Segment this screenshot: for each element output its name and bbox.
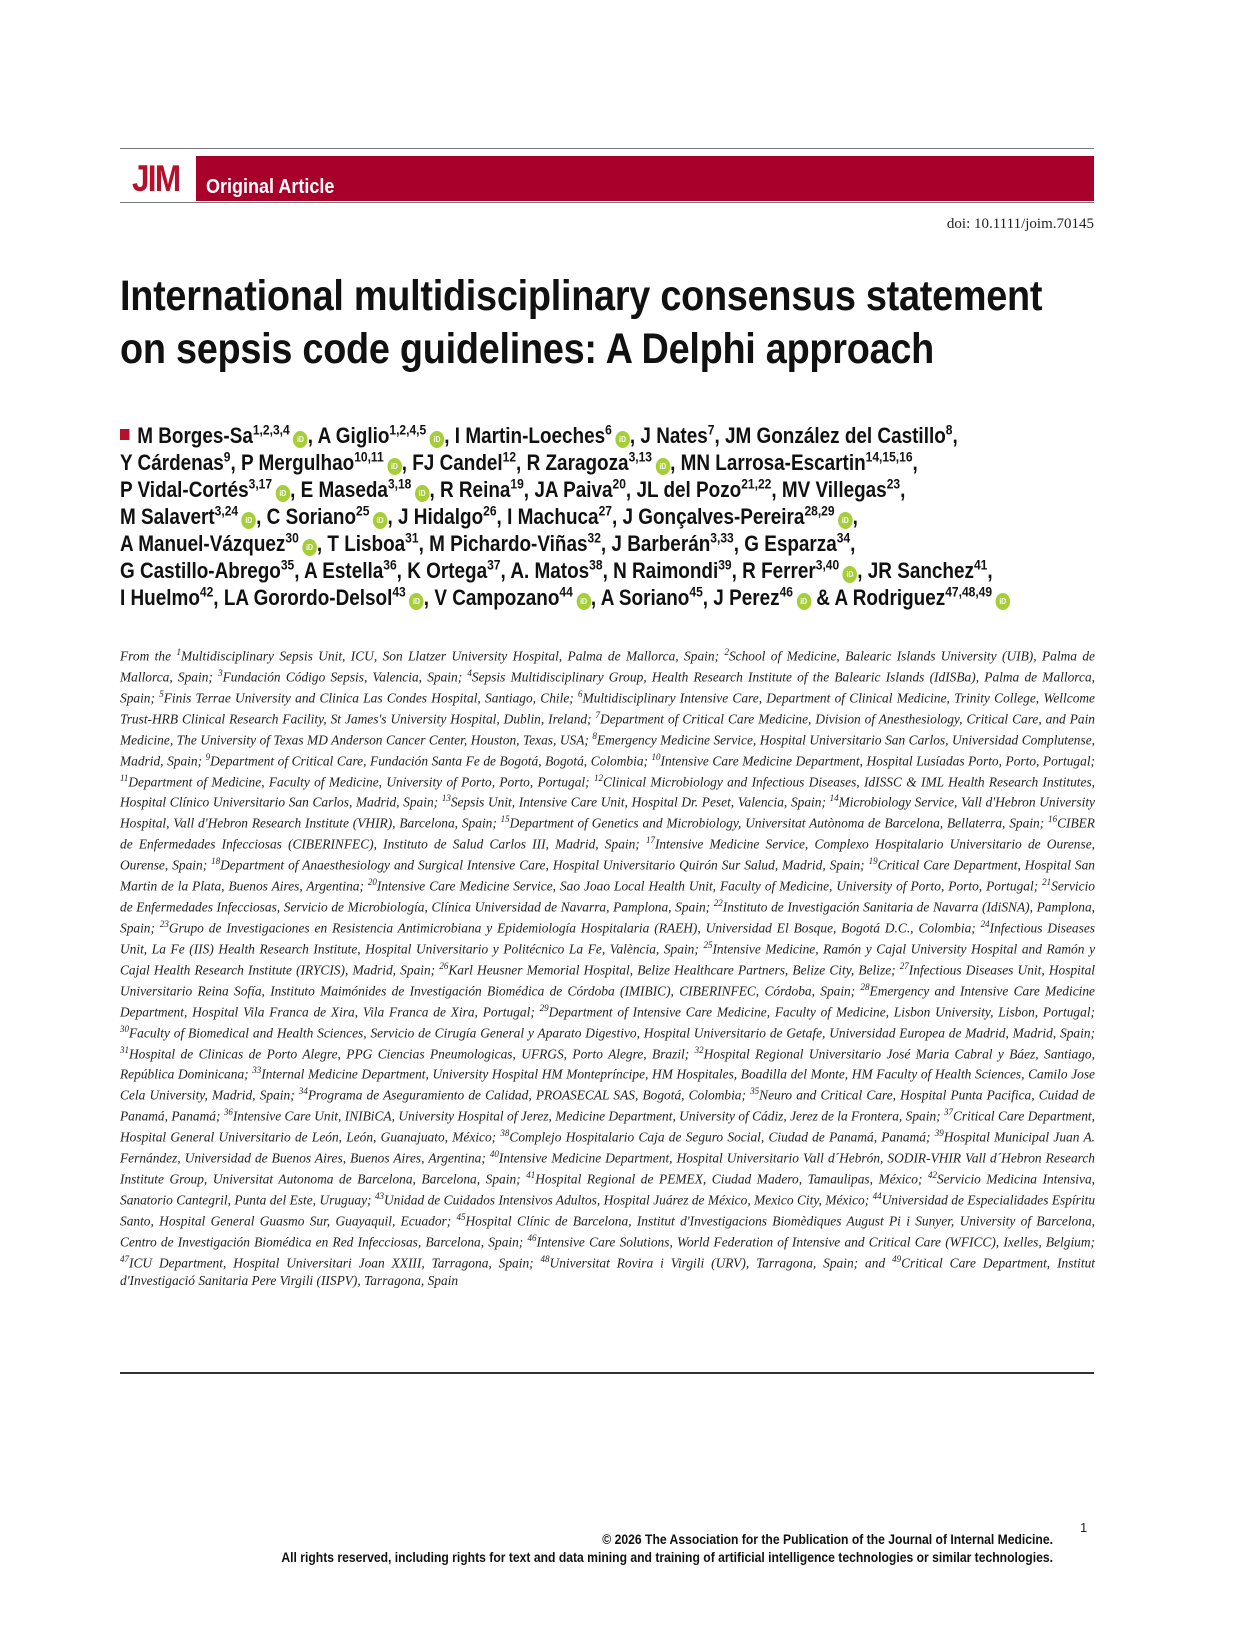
author-name: R Reina bbox=[439, 477, 511, 502]
author-separator: , bbox=[256, 504, 267, 529]
author-separator: , bbox=[213, 585, 224, 610]
affiliation-number: 26 bbox=[439, 960, 449, 971]
author-affiliation-ref: 3,33 bbox=[710, 529, 734, 546]
affiliation-number: 30 bbox=[120, 1023, 129, 1034]
author-separator: , bbox=[401, 450, 413, 475]
author-separator: , bbox=[670, 450, 681, 475]
author-name: A Rodriguez bbox=[834, 585, 946, 610]
author-separator: , bbox=[230, 450, 241, 475]
author-affiliation-ref: 35 bbox=[280, 556, 295, 573]
affiliation-text: Sepsis Unit, Intensive Care Unit, Hospital Dr. Peset, Valencia, Spain; bbox=[450, 794, 830, 810]
author-separator: , bbox=[602, 558, 614, 583]
author-separator: & bbox=[811, 585, 835, 610]
author-affiliation-ref: 23 bbox=[886, 475, 901, 492]
author-affiliation-ref: 1,2,4,5 bbox=[389, 421, 427, 438]
author-separator: , bbox=[387, 504, 399, 529]
affiliation-text: Sepsis Multidisciplinary Group, Health Research Institute of the Balearic Islands (IdISBa), Palma de Mallorca, Spain; bbox=[120, 669, 1095, 706]
section-divider bbox=[120, 1372, 1094, 1374]
author-affiliation-ref: 1,2,3,4 bbox=[252, 421, 290, 438]
copyright-line-2: All rights reserved, including rights for text and data mining and training of artificial intelligence technologies or similar technologies. bbox=[281, 1550, 1053, 1565]
author-separator: , bbox=[852, 504, 858, 529]
author-affiliation-ref: 47,48,49 bbox=[945, 583, 993, 600]
orcid-icon[interactable]: iD bbox=[843, 566, 858, 583]
affiliation-text: Servicio Medicina Intensiva, Sanatorio Cantegril, Punta del Este, Uruguay; bbox=[120, 1171, 1095, 1208]
author-name: LA Gorordo-Delsol bbox=[223, 585, 393, 610]
author-name: N Raimondi bbox=[613, 558, 719, 583]
affiliation-text: Intensive Medicine, Ramón y Cajal University Hospital and Ramón y Cajal Health Research Institute (IRYCIS), Madrid, Spain; bbox=[120, 941, 1096, 978]
affiliation-number: 37 bbox=[943, 1107, 953, 1118]
affiliation-text: CIBER de Enfermedades Infecciosas (CIBERINFEC), Instituto de Salud Carlos III, Madrid, Spain; bbox=[120, 815, 1095, 852]
affiliation-text: Hospital Clínic de Barcelona, Institut d'Investigacions Biomèdiques August Pi i Sunyer, University of Barcelona, Centro de Investigación Biomédica en Red Infecciosas, Barcelona, Spain; bbox=[120, 1213, 1095, 1250]
author-separator: , bbox=[987, 558, 993, 583]
affiliation-number: 16 bbox=[1048, 814, 1058, 825]
author-name: I Huelmo bbox=[120, 585, 200, 610]
author-affiliation-ref: 10,11 bbox=[354, 448, 384, 465]
author-affiliation-ref: 42 bbox=[199, 583, 214, 600]
author-separator: , bbox=[912, 450, 918, 475]
author-affiliation-ref: 9 bbox=[223, 448, 231, 465]
author-affiliation-ref: 32 bbox=[587, 529, 601, 546]
affiliation-number: 5 bbox=[159, 688, 164, 699]
author-name: A Soriano bbox=[600, 585, 690, 610]
affiliation-text: Infectious Diseases Unit, Hospital Universitario Reina Sofía, Instituto Maimónides de Investigación Biomédica de Córdoba (IMIBIC), CIBERINFEC, Córdoba, Spain; bbox=[120, 962, 1095, 999]
author-separator: , bbox=[590, 585, 601, 610]
author-affiliation-ref: 43 bbox=[392, 583, 406, 600]
affiliation-number: 4 bbox=[467, 667, 472, 678]
header-bottom-rule bbox=[120, 202, 1094, 203]
author-separator: , bbox=[731, 558, 743, 583]
affiliation-text: Intensive Care Unit, INIBiCA, University Hospital of Jerez, Medicine Department, University of Cádiz, Jerez de la Frontera, Spain; bbox=[232, 1108, 944, 1124]
author-name: J Barberán bbox=[611, 531, 711, 556]
author-name: T Lisboa bbox=[327, 531, 406, 556]
author-separator: , bbox=[396, 558, 408, 583]
author-name: MN Larrosa-Escartin bbox=[680, 450, 866, 475]
author-name: FJ Candel bbox=[412, 450, 503, 475]
author-separator: , bbox=[850, 531, 856, 556]
author-separator: , bbox=[714, 423, 725, 448]
affiliation-number: 7 bbox=[595, 709, 601, 720]
author-name: C Soriano bbox=[266, 504, 357, 529]
author-name: JA Paiva bbox=[534, 477, 613, 502]
author-separator: , bbox=[290, 477, 301, 502]
affiliation-number: 24 bbox=[980, 918, 990, 929]
author-affiliation-ref: 19 bbox=[510, 475, 524, 492]
author-affiliation-ref: 45 bbox=[689, 583, 703, 600]
author-affiliation-ref: 44 bbox=[559, 583, 573, 600]
author-name: P Mergulhao bbox=[240, 450, 355, 475]
affiliation-number: 11 bbox=[120, 772, 129, 783]
affiliation-number: 25 bbox=[703, 939, 713, 950]
affiliation-text: Intensive Medicine Department, Hospital Universitario Vall d´Hebrón, SODIR-VHIR Vall d´Hebron Research Institute Group, Universitat Autonoma de Barcelona, Barcelona, Spain; bbox=[120, 1150, 1095, 1187]
affiliation-text: Department of Medicine, Faculty of Medicine, University of Porto, Porto, Portugal; bbox=[128, 774, 594, 789]
affiliation-number: 14 bbox=[829, 793, 839, 804]
affiliation-text: Department of Genetics and Microbiology, Universitat Autònoma de Barcelona, Bellaterra, Spain; bbox=[509, 815, 1049, 831]
affiliation-number: 31 bbox=[120, 1044, 129, 1055]
author-affiliation-ref: 3,13 bbox=[628, 448, 653, 465]
author-name: J Gonçalves-Pereira bbox=[622, 504, 805, 529]
author-affiliation-ref: 25 bbox=[356, 502, 370, 519]
author-separator: , bbox=[600, 531, 612, 556]
author-separator: , bbox=[611, 504, 623, 529]
affiliation-number: 43 bbox=[374, 1190, 384, 1201]
affiliation-text: Neuro and Critical Care, Hospital Punta Pacifica, Cuidad de Panamá, Panamá; bbox=[120, 1087, 1095, 1124]
affiliation-number: 36 bbox=[223, 1107, 233, 1118]
affiliation-text: Emergency and Intensive Care Medicine Department, Hospital Vila Franca de Xira, Vila Franca de Xira, Portugal; bbox=[120, 983, 1095, 1020]
affiliation-text: Department of Critical Care Medicine, Division of Anesthesiology, Critical Care, and Pain Medicine, The University of Texas MD Anderson Cancer Center, Houston, Texas, USA; bbox=[120, 711, 1096, 748]
author-separator: , bbox=[771, 477, 782, 502]
affiliations-block bbox=[120, 644, 1095, 1289]
author-separator: , bbox=[523, 477, 535, 502]
author-separator: , bbox=[629, 423, 641, 448]
author-name: J Perez bbox=[713, 585, 780, 610]
affiliation-text: Hospital Regional de PEMEX, Ciudad Madero, Tamaulipas, México; bbox=[535, 1171, 928, 1187]
affiliation-number: 47 bbox=[120, 1253, 129, 1264]
author-name: G Esparza bbox=[744, 531, 837, 556]
affiliation-text: Karl Heusner Memorial Hospital, Belize Healthcare Partners, Belize City, Belize; bbox=[448, 962, 900, 978]
author-affiliation-ref: 14,15,16 bbox=[865, 448, 913, 465]
author-name: G Castillo-Abrego bbox=[120, 558, 281, 583]
orcid-icon[interactable]: iD bbox=[838, 512, 853, 529]
affiliation-number: 10 bbox=[651, 751, 661, 762]
affiliation-number: 13 bbox=[441, 793, 451, 804]
affiliation-number: 1 bbox=[176, 647, 181, 657]
affiliation-text: Intensive Care Solutions, World Federation of Intensive and Critical Care (WFICC), Ixelles, Belgium; bbox=[536, 1234, 1095, 1250]
affiliations-intro: From the bbox=[120, 648, 177, 664]
affiliation-text: Faculty of Biomedical and Health Sciences, Servicio de Cirugía General y Aparato Digestivo, Hospital Universitario de Getafe, Universidad Europea de Madrid, Madrid, Spain; bbox=[129, 1025, 1095, 1041]
affiliation-text: Critical Care Department, Hospital San Martin de la Plata, Buenos Aires, Argentina; bbox=[120, 857, 1095, 894]
title-line-2: on sepsis code guidelines: A Delphi approach bbox=[120, 325, 935, 373]
orcid-icon[interactable]: iD bbox=[796, 593, 811, 610]
author-separator: , bbox=[316, 531, 328, 556]
author-name: JM González del Castillo bbox=[724, 423, 946, 448]
affiliation-number: 6 bbox=[578, 688, 583, 699]
affiliation-number: 46 bbox=[527, 1232, 537, 1243]
affiliation-text: Internal Medicine Department, University Hospital HM Montepríncipe, HM Hospitales, Boadilla del Monte, HM Faculty of Health Sciences, Camilo Jose Cela University, Madrid, Spain; bbox=[120, 1066, 1095, 1103]
header-top-rule bbox=[120, 148, 1094, 149]
author-affiliation-ref: 20 bbox=[612, 475, 626, 492]
author-name: E Maseda bbox=[300, 477, 388, 502]
author-name: P Vidal-Cortés bbox=[120, 477, 249, 502]
affiliation-text: Intensive Care Medicine Department, Hospital Lusíadas Porto, Porto, Portugal; bbox=[660, 753, 1095, 769]
author-separator: , bbox=[429, 477, 440, 502]
affiliation-text: Intensive Care Medicine Service, Sao Joao Local Health Unit, Faculty of Medicine, University of Porto, Porto, Portugal; bbox=[376, 878, 1043, 894]
affiliation-text: Fundación Código Sepsis, Valencia, Spain; bbox=[222, 669, 468, 685]
affiliation-number: 12 bbox=[593, 772, 603, 783]
orcid-icon[interactable]: iD bbox=[576, 593, 591, 610]
affiliation-text: Finis Terrae University and Clinica Las Condes Hospital, Santiago, Chile; bbox=[163, 690, 579, 706]
affiliation-number: 39 bbox=[934, 1128, 944, 1139]
author-affiliation-ref: 3,24 bbox=[214, 502, 239, 519]
affiliation-number: 22 bbox=[713, 898, 723, 909]
orcid-icon[interactable]: iD bbox=[293, 431, 308, 448]
author-name: MV Villegas bbox=[781, 477, 887, 502]
affiliation-text: Universidad de Especialidades Espíritu Santo, Hospital General Guasmo Sur, Guayaquil, Ecuador; bbox=[120, 1192, 1096, 1229]
affiliation-text: Department of Anaesthesiology and Surgical Intensive Care, Hospital Universitario Quirón Sur Salud, Madrid, Spain; bbox=[220, 857, 869, 873]
author-separator: , bbox=[516, 450, 527, 475]
affiliation-text: Complejo Hospitalario Caja de Seguro Social, Ciudad de Panamá, Panamá; bbox=[509, 1129, 935, 1145]
author-affiliation-ref: 38 bbox=[589, 556, 603, 573]
affiliation-text: Microbiology Service, Vall d'Hebron University Hospital, Vall d'Hebron Research Institute (VHIR), Barcelona, Spain; bbox=[120, 794, 1095, 831]
affiliation-number: 3 bbox=[218, 667, 223, 678]
author-separator: , bbox=[418, 531, 430, 556]
affiliation-text: ICU Department, Hospital Universitari Joan XXIII, Tarragona, Spain; bbox=[129, 1255, 541, 1271]
author-separator: , bbox=[423, 585, 435, 610]
affiliation-text: Intensive Medicine Service, Complexo Hospitalario Universitario de Ourense, Ourense, Spain; bbox=[120, 836, 1095, 873]
affiliation-text: Hospital Municipal Juan A. Fernández, Universidad de Buenos Aires, Buenos Aires, Argentina; bbox=[120, 1129, 1095, 1166]
affiliation-number: 35 bbox=[750, 1086, 760, 1097]
article-title bbox=[120, 270, 1088, 376]
journal-logo: JIM bbox=[132, 158, 180, 199]
affiliation-number: 23 bbox=[159, 918, 169, 929]
orcid-icon[interactable]: iD bbox=[302, 539, 317, 556]
affiliation-number: 33 bbox=[252, 1065, 262, 1076]
affiliation-text: Programa de Aseguramiento de Calidad, PROASECAL SAS, Bogotá, Colombia; bbox=[307, 1087, 751, 1103]
affiliation-number: 15 bbox=[500, 814, 510, 825]
author-affiliation-ref: 41 bbox=[973, 556, 988, 573]
author-separator: , bbox=[294, 558, 305, 583]
title-line-1: International multidisciplinary consensus statement bbox=[120, 272, 1043, 320]
affiliation-text: Multidisciplinary Intensive Care, Department of Clinical Medicine, Trinity College, Wellcome Trust-HRB Clinical Research Facility, St James's University Hospital, Dublin, Ireland; bbox=[120, 690, 1095, 727]
author-separator: , bbox=[702, 585, 714, 610]
orcid-icon[interactable]: iD bbox=[415, 485, 430, 502]
author-name: M Pichardo-Viñas bbox=[429, 531, 588, 556]
affiliation-number: 38 bbox=[500, 1128, 510, 1139]
author-name: A Giglio bbox=[317, 423, 390, 448]
author-name: R Zaragoza bbox=[526, 450, 629, 475]
author-separator: , bbox=[900, 477, 906, 502]
affiliation-text: Critical Care Department, Institut d'Investigació Sanitaria Pere Virgili (IISPV), Tarragona, Spain bbox=[120, 1255, 1096, 1288]
author-name: JR Sanchez bbox=[867, 558, 974, 583]
author-affiliation-ref: 36 bbox=[383, 556, 397, 573]
author-affiliation-ref: 21,22 bbox=[741, 475, 772, 492]
orcid-icon[interactable]: iD bbox=[430, 431, 445, 448]
author-affiliation-ref: 6 bbox=[605, 421, 612, 438]
author-name: M Salavert bbox=[120, 504, 215, 529]
affiliation-text: Infectious Diseases Unit, La Fe (IIS) Health Research Institute, Hospital Universitario y Politécnico La Fe, València, Spain; bbox=[120, 920, 1095, 957]
author-name: J Nates bbox=[640, 423, 708, 448]
affiliation-text: Critical Care Department, Hospital General Universitario de León, León, Guanajuato, México; bbox=[120, 1108, 1096, 1145]
affiliation-text: Department of Critical Care, Fundación Santa Fe de Bogotá, Bogotá, Colombia; bbox=[210, 753, 652, 769]
affiliation-number: 8 bbox=[592, 730, 597, 741]
copyright-notice bbox=[198, 1531, 1053, 1567]
affiliation-number: 9 bbox=[205, 751, 211, 762]
author-separator: , bbox=[496, 504, 508, 529]
author-separator: , bbox=[444, 423, 455, 448]
author-affiliation-ref: 7 bbox=[707, 421, 715, 438]
affiliation-text: Instituto de Investigación Sanitaria de Navarra (IdiSNA), Pamplona, Spain; bbox=[120, 899, 1096, 936]
author-name: K Ortega bbox=[407, 558, 488, 583]
author-affiliation-ref: 46 bbox=[779, 583, 793, 600]
orcid-icon[interactable]: iD bbox=[655, 458, 670, 475]
affiliation-text: Grupo de Investigaciones en Resistencia Antimicrobiana y Epidemiología Hospitalaria (RAEH), Universidad El Bosque, Bogotá D.C., Colombia; bbox=[168, 920, 981, 936]
author-affiliation-ref: 34 bbox=[836, 529, 851, 546]
affiliation-number: 28 bbox=[860, 981, 870, 992]
author-affiliation-ref: 31 bbox=[405, 529, 419, 546]
section-band bbox=[196, 156, 1094, 201]
orcid-icon[interactable]: iD bbox=[409, 593, 424, 610]
affiliation-number: 21 bbox=[1042, 877, 1052, 888]
affiliation-number: 2 bbox=[724, 647, 729, 657]
author-name: Y Cárdenas bbox=[120, 450, 224, 475]
author-name: R Ferrer bbox=[742, 558, 816, 583]
page-number: 1 bbox=[1080, 1520, 1088, 1535]
affiliation-text: Department of Intensive Care Medicine, Faculty of Medicine, Lisbon University, Lisbon, Portugal; bbox=[548, 1004, 1096, 1020]
affiliation-number: 41 bbox=[526, 1170, 536, 1181]
author-affiliation-ref: 28,29 bbox=[804, 502, 835, 519]
affiliation-text: School of Medicine, Balearic Islands University (UIB), Palma de Mallorca, Spain; bbox=[120, 648, 1095, 685]
author-separator: , bbox=[952, 423, 958, 448]
orcid-icon[interactable]: iD bbox=[373, 512, 388, 529]
doi-link[interactable]: doi: 10.1111/joim.70145 bbox=[946, 216, 1094, 232]
affiliation-number: 20 bbox=[367, 877, 377, 888]
author-name: I Machuca bbox=[507, 504, 599, 529]
orcid-icon[interactable]: iD bbox=[276, 485, 291, 502]
journal-header bbox=[120, 156, 1094, 201]
affiliation-text: Unidad de Cuidados Intensivos Adultos, Hospital Juárez de México, Mexico City, México; bbox=[383, 1192, 873, 1208]
author-name: J Hidalgo bbox=[398, 504, 484, 529]
author-name: I Martin-Loeches bbox=[454, 423, 606, 448]
author-separator: , bbox=[857, 558, 868, 583]
affiliation-number: 42 bbox=[927, 1170, 937, 1181]
affiliation-number: 29 bbox=[539, 1002, 549, 1013]
affiliation-text: Servicio de Enfermedades Infecciosas, Servicio de Microbiología, Clínica Universidad de Navarra, Pamplona, Spain; bbox=[120, 878, 1095, 915]
author-name: M Borges-Sa bbox=[137, 423, 253, 448]
affiliation-number: 34 bbox=[298, 1086, 308, 1097]
author-affiliation-ref: 3,18 bbox=[387, 475, 412, 492]
affiliation-text: Emergency Medicine Service, Hospital Universitario San Carlos, Universidad Complutense, Madrid, Spain; bbox=[120, 732, 1095, 769]
affiliation-text: Clinical Microbiology and Infectious Diseases, IdISSC & IML Health Research Institutes, Hospital Clínico Universitario San Carlos, Madrid, Spain; bbox=[120, 774, 1096, 810]
article-type-label: Original Article bbox=[206, 176, 335, 198]
author-name: JL del Pozo bbox=[636, 477, 742, 502]
author-affiliation-ref: 8 bbox=[945, 421, 953, 438]
orcid-icon[interactable]: iD bbox=[387, 458, 402, 475]
author-affiliation-ref: 27 bbox=[598, 502, 612, 519]
affiliation-number: 44 bbox=[872, 1190, 882, 1201]
affiliations-conjunction: and bbox=[865, 1255, 893, 1271]
author-separator: , bbox=[733, 531, 745, 556]
author-separator: , bbox=[625, 477, 637, 502]
author-list bbox=[120, 422, 1049, 611]
author-separator: , bbox=[500, 558, 511, 583]
author-bullet bbox=[120, 429, 129, 440]
affiliation-text: Multidisciplinary Sepsis Unit, ICU, Son Llatzer University Hospital, Palma de Mallorca, Spain; bbox=[180, 648, 725, 664]
affiliation-number: 27 bbox=[899, 960, 909, 971]
author-name: V Campozano bbox=[434, 585, 560, 610]
author-affiliation-ref: 3,17 bbox=[248, 475, 273, 492]
affiliation-number: 40 bbox=[489, 1149, 499, 1160]
affiliation-number: 49 bbox=[892, 1253, 902, 1264]
orcid-icon[interactable]: iD bbox=[996, 593, 1011, 610]
affiliation-number: 48 bbox=[540, 1253, 550, 1264]
author-name: A. Matos bbox=[510, 558, 590, 583]
author-name: A Manuel-Vázquez bbox=[120, 531, 286, 556]
affiliation-number: 18 bbox=[211, 856, 221, 867]
author-affiliation-ref: 37 bbox=[487, 556, 501, 573]
author-affiliation-ref: 30 bbox=[285, 529, 299, 546]
affiliation-number: 45 bbox=[456, 1211, 466, 1222]
affiliation-text: Hospital de Clinicas de Porto Alegre, PPG Ciencias Pneumologicas, UFRGS, Porto Alegre, Brazil; bbox=[129, 1045, 695, 1061]
affiliation-text: Universitat Rovira i Virgili (URV), Tarragona, Spain; bbox=[549, 1255, 866, 1271]
author-name: A Estella bbox=[304, 558, 384, 583]
orcid-icon[interactable]: iD bbox=[615, 431, 630, 448]
affiliation-number: 17 bbox=[645, 835, 655, 846]
author-affiliation-ref: 12 bbox=[502, 448, 517, 465]
author-affiliation-ref: 39 bbox=[718, 556, 732, 573]
copyright-line-1: © 2026 The Association for the Publication of the Journal of Internal Medicine. bbox=[602, 1532, 1053, 1547]
affiliation-text: Hospital Regional Universitario José Maria Cabral y Báez, Santiago, República Dominicana; bbox=[120, 1045, 1095, 1082]
affiliation-number: 32 bbox=[694, 1044, 704, 1055]
author-affiliation-ref: 3,40 bbox=[815, 556, 840, 573]
author-separator: , bbox=[307, 423, 318, 448]
affiliation-number: 19 bbox=[868, 856, 878, 867]
author-affiliation-ref: 26 bbox=[483, 502, 497, 519]
orcid-icon[interactable]: iD bbox=[242, 512, 257, 529]
